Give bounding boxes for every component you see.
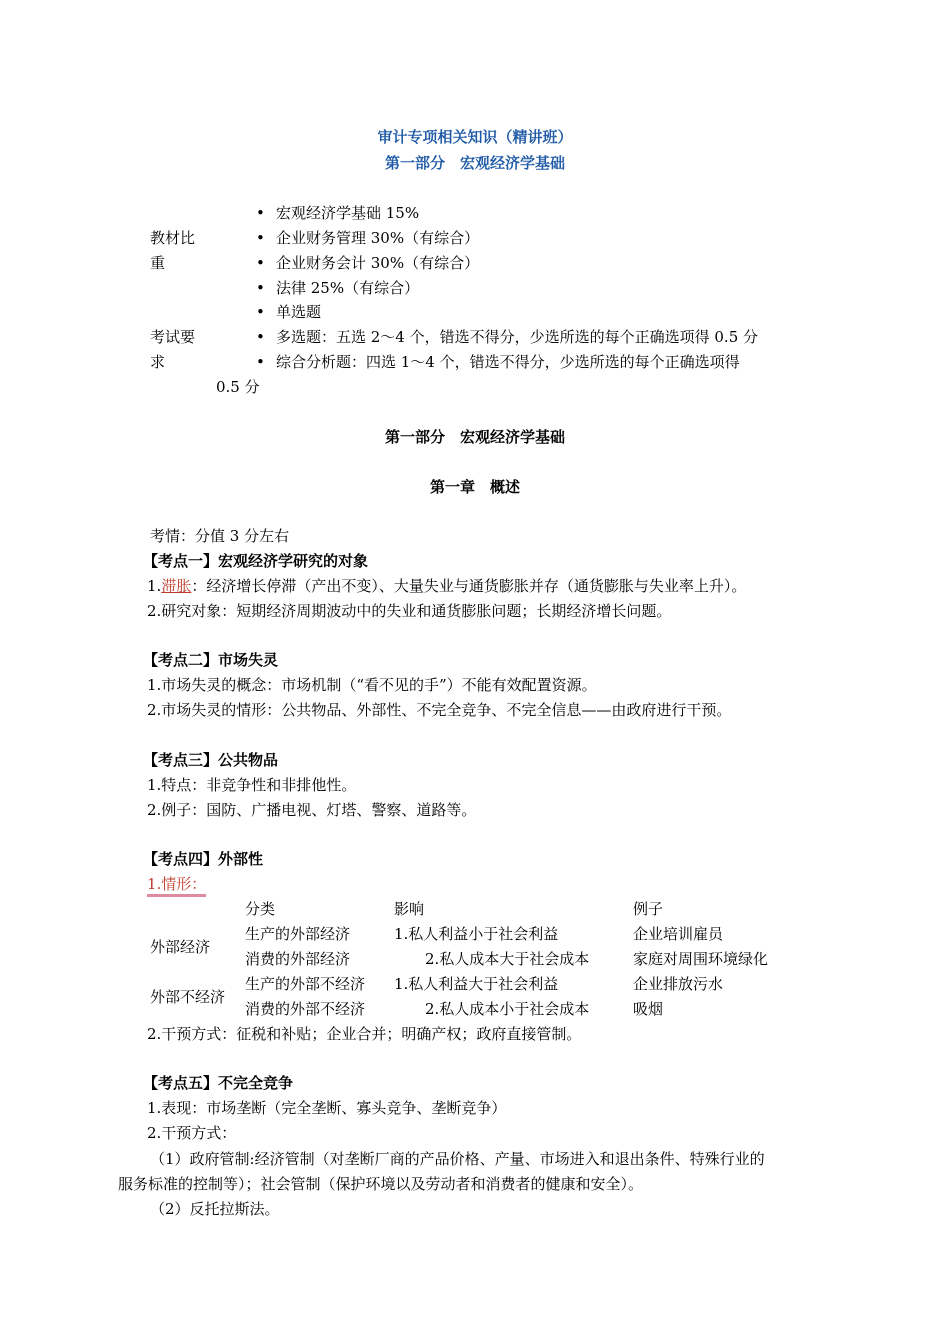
document-subtitle: 第一部分 宏观经济学基础	[384, 154, 565, 172]
table-header-example: 例子	[633, 900, 664, 918]
kp2-line1: 1.市场失灵的概念：市场机制（“看不见的手”）不能有效配置资源。	[147, 676, 597, 694]
weight-item: 企业财务管理 30%（有综合）	[276, 229, 480, 247]
kp3-line2: 2.例子：国防、广播电视、灯塔、警察、道路等。	[147, 801, 477, 819]
table-cell: 生产的外部不经济	[245, 975, 366, 993]
exam-label-2: 求	[150, 353, 166, 371]
kp5-line4: 服务标准的控制等）；社会管制（保护环境以及劳动者和消费者的健康和安全）。	[118, 1175, 644, 1193]
bullet-icon: •	[256, 229, 265, 247]
exam-item-continuation: 0.5 分	[216, 378, 260, 396]
kp4-line2: 2.干预方式：征税和补贴；企业合并；明确产权；政府直接管制。	[147, 1025, 582, 1043]
kp5-heading: 【考点五】不完全竞争	[143, 1074, 294, 1092]
table-cell: 1.私人利益小于社会利益	[394, 925, 559, 943]
bullet-icon: •	[256, 328, 265, 346]
kp1-heading: 【考点一】宏观经济学研究的对象	[143, 552, 369, 570]
weights-label-2: 重	[150, 254, 166, 272]
kp4-heading: 【考点四】外部性	[143, 850, 264, 868]
kp1-line1-prefix: 1.	[147, 577, 162, 595]
table-cell: 企业培训雇员	[633, 925, 724, 943]
bullet-icon: •	[256, 204, 265, 222]
bullet-icon: •	[256, 279, 265, 297]
kp4-situation	[147, 873, 206, 895]
exam-item: 单选题	[276, 303, 322, 321]
table-header-impact: 影响	[394, 900, 425, 918]
kp5-line3: （1）政府管制:经济管制（对垄断厂商的产品价格、产量、市场进入和退出条件、特殊行业的	[150, 1150, 765, 1168]
kp5-line5: （2）反托拉斯法。	[150, 1200, 280, 1218]
exam-item: 多选题：五选 2～4 个，错选不得分，少选所选的每个正确选项得 0.5 分	[276, 328, 759, 346]
table-cell: 企业排放污水	[633, 975, 724, 993]
table-cell: 消费的外部不经济	[245, 1000, 366, 1018]
kp2-line2: 2.市场失灵的情形：公共物品、外部性、不完全竞争、不完全信息——由政府进行干预。	[147, 701, 732, 719]
table-cell: 2.私人成本小于社会成本	[425, 1000, 590, 1018]
table-cell: 消费的外部经济	[245, 950, 351, 968]
chapter-heading: 第一章 概述	[429, 478, 520, 496]
kp4-situation-label: 1.情形：	[147, 875, 206, 897]
table-group-negative: 外部不经济	[150, 988, 226, 1006]
bullet-icon: •	[256, 303, 265, 321]
table-group-positive: 外部经济	[150, 938, 211, 956]
weights-label-1: 教材比	[150, 229, 196, 247]
kp5-line2: 2.干预方式：	[147, 1124, 237, 1142]
kp3-line1: 1.特点：非竞争性和非排他性。	[147, 776, 357, 794]
table-cell: 2.私人成本大于社会成本	[425, 950, 590, 968]
table-header-category: 分类	[245, 900, 276, 918]
bullet-icon: •	[256, 254, 265, 272]
kp1-line1-rest: ：经济增长停滞（产出不变）、大量失业与通货膨胀并存（通货膨胀与失业率上升）。	[191, 577, 747, 595]
document-title: 审计专项相关知识（精讲班）	[377, 128, 573, 146]
exam-item: 综合分析题：四选 1～4 个，错选不得分，少选所选的每个正确选项得	[276, 353, 740, 371]
kp3-heading: 【考点三】公共物品	[143, 751, 279, 769]
table-cell: 1.私人利益大于社会利益	[394, 975, 559, 993]
kp1-line2: 2.研究对象：短期经济周期波动中的失业和通货膨胀问题；长期经济增长问题。	[147, 602, 672, 620]
kp1-line1	[147, 575, 746, 597]
kp1-term-link[interactable]: 滞胀	[161, 577, 192, 595]
exam-info: 考情：分值 3 分左右	[150, 527, 290, 545]
table-cell: 生产的外部经济	[245, 925, 351, 943]
weight-item: 法律 25%（有综合）	[276, 279, 420, 297]
kp5-line1: 1.表现：市场垄断（完全垄断、寡头竞争、垄断竞争）	[147, 1099, 507, 1117]
bullet-icon: •	[256, 353, 265, 371]
exam-label-1: 考试要	[150, 328, 196, 346]
part-heading: 第一部分 宏观经济学基础	[384, 428, 565, 446]
table-cell: 家庭对周围环境绿化	[633, 950, 769, 968]
kp2-heading: 【考点二】市场失灵	[143, 651, 279, 669]
weight-item: 宏观经济学基础 15%	[276, 204, 420, 222]
weight-item: 企业财务会计 30%（有综合）	[276, 254, 480, 272]
table-cell: 吸烟	[633, 1000, 664, 1018]
